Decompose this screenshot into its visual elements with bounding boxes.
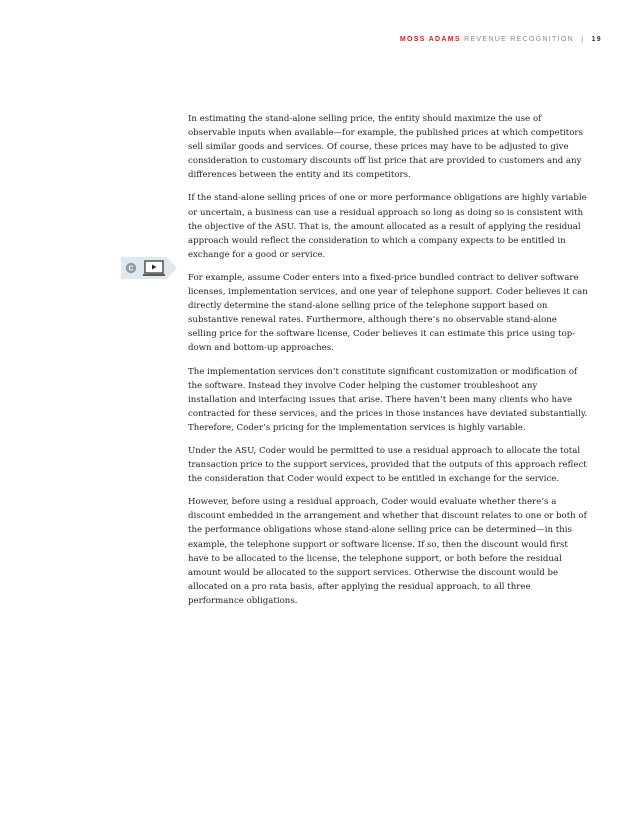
paragraph: The implementation services don’t constitute significant customization or modification of the software. Instead they involve Coder helping the customer troubleshoot any installation and interfacing issues that arise. There haven’t been many clients who have contracted for these services, and the prices in those instances have deviated substantially. Therefore, Coder’s pricing for the implementation services is highly variable. — [188, 366, 588, 433]
header-section: REVENUE RECOGNITION — [464, 36, 574, 43]
paragraph: For example, assume Coder enters into a fixed-price bundled contract to deliver software licenses, implementation services, and one year of telephone support. Coder believes it can directly determine the stand-alone selling price of the telephone support based on substantive renewal rates. Furthermore, although there’s no observable stand-alone selling price for the software license, Coder believes it can estimate this price using top-down and bottom-up approaches. — [188, 272, 588, 354]
paragraph: Under the ASU, Coder would be permitted to use a residual approach to allocate the total transaction price to the support services, provided that the outputs of this approach reflect the consideration that Coder would expect to be entitled in exchange for the service. — [188, 445, 587, 485]
page-number: 19 — [591, 36, 602, 43]
running-header — [400, 36, 602, 43]
paragraph: If the stand-alone selling prices of one or more performance obligations are highly variable or uncertain, a business can use a residual approach so long as doing so is consistent with the objective of the ASU. That is, the amount allocated as a result of applying the residual approach would reflect the consideration to which a company expects to be entitled in exchange for a good or service. — [188, 193, 587, 260]
paragraph: In estimating the stand-alone selling price, the entity should maximize the use of observable inputs when available—for example, the published prices at which competitors sell similar goods and services. Of course, these prices may have to be adjusted to give consideration to customary discounts off list price that are provided to customers and any differences between the entity and its competitors. — [188, 114, 583, 181]
header-separator: | — [581, 36, 585, 43]
header-brand: MOSS ADAMS — [399, 36, 461, 43]
body-text — [188, 112, 588, 617]
example-margin-tab — [121, 257, 177, 279]
video-play-icon — [121, 257, 177, 279]
tab-letter: C — [128, 265, 134, 273]
paragraph: However, before using a residual approach, Coder would evaluate whether there’s a discount embedded in the arrangement and whether that discount relates to one or both of the performance obligations whose stand-alone selling price can be determined—in this example, the telephone support or software license. If so, then the discount would first have to be allocated to the license, the telephone support, or both before the residual amount would be allocated to the support services. Otherwise the discount would be allocated on a pro rata basis, after applying the residual approach, to all three performance obligations. — [188, 497, 587, 606]
